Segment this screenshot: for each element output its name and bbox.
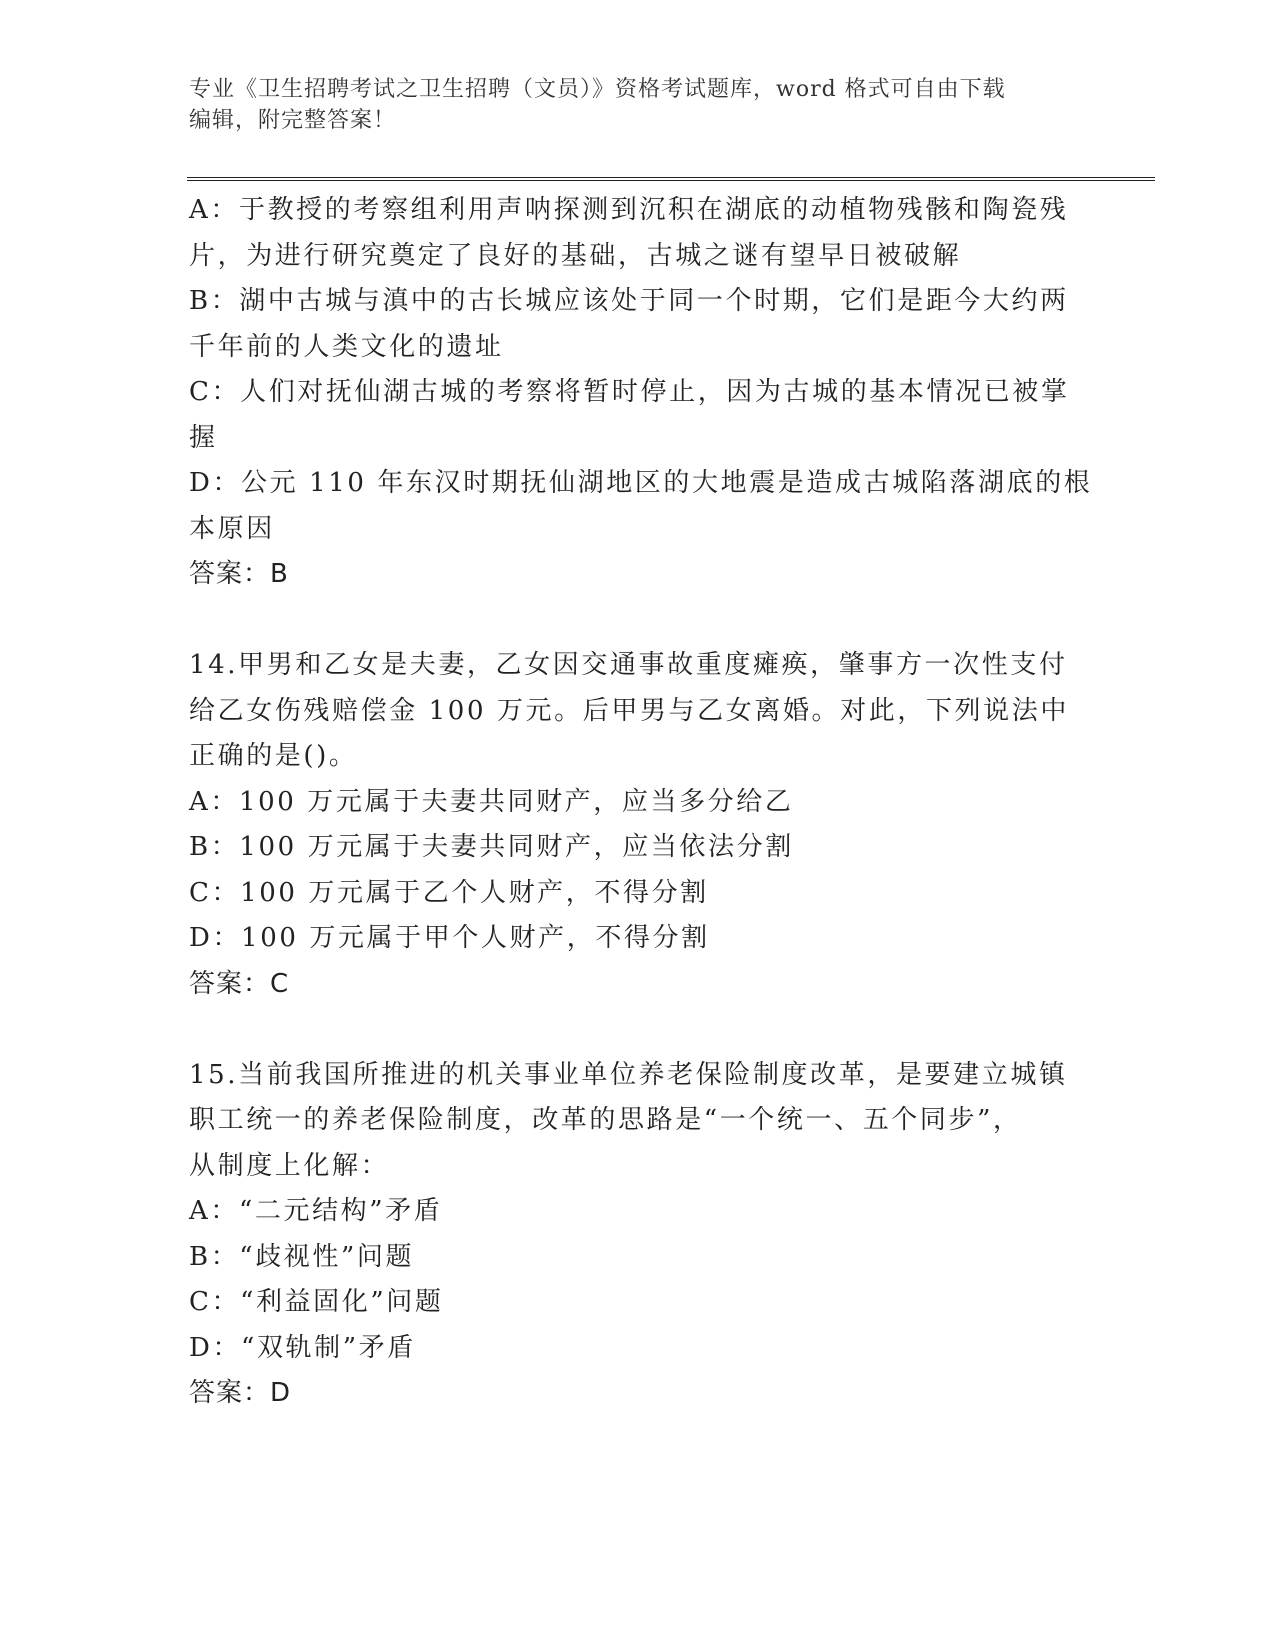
question-13 [189,188,1093,598]
q14-stem-line-2: 给乙女伤残赔偿金 100 万元。后甲男与乙女离婚。对此，下列说法中 [189,695,1069,726]
q13-option-a-line-1: A：于教授的考察组利用声呐探测到沉积在湖底的动植物残骸和陶瓷残 [189,195,1069,225]
q14-option-a: A：100 万元属于夫妻共同财产，应当多分给乙 [189,786,794,817]
page-header [189,74,1089,136]
q14-option-b: B：100 万元属于夫妻共同财产，应当依法分割 [189,832,794,862]
question-15 [189,1053,1089,1417]
q13-option-b-line-2: 千年前的人类文化的遗址 [189,331,504,362]
q13-option-b-line-1: B：湖中古城与滇中的古长城应该处于同一个时期，它们是距今大约两 [189,286,1069,316]
q15-option-b: B：“歧视性”问题 [189,1241,415,1272]
header-line-2: 编辑，附完整答案！ [189,108,397,133]
spacer [189,598,1089,644]
q15-stem-line-2: 职工统一的养老保险制度，改革的思路是“一个统一、五个同步”， [189,1105,1022,1135]
q14-option-d: D：100 万元属于甲个人财产，不得分割 [189,923,710,953]
q13-option-a-line-2: 片，为进行研究奠定了良好的基础，古城之谜有望早日被破解 [189,240,962,271]
q14-option-c: C：100 万元属于乙个人财产，不得分割 [189,877,709,908]
q13-option-c-line-1: C：人们对抚仙湖古城的考察将暂时停止，因为古城的基本情况已被掌 [189,377,1070,407]
spacer [189,1007,1089,1053]
q14-stem-line-3: 正确的是()。 [189,741,358,771]
question-content [189,188,1093,1417]
q13-answer: 答案：B [189,559,289,589]
q15-stem-line-3: 从制度上化解： [189,1150,390,1181]
question-14 [189,643,1089,1007]
q15-stem-line-1: 15.当前我国所推进的机关事业单位养老保险制度改革，是要建立城镇 [189,1059,1068,1090]
q13-option-c-line-2: 握 [189,422,218,453]
q15-option-d: D：“双轨制”矛盾 [189,1332,416,1363]
header-line-1: 专业《卫生招聘考试之卫生招聘（文员）》资格考试题库，word 格式可自由下载 [189,77,1006,102]
q15-option-c: C：“利益固化”问题 [189,1287,444,1317]
q13-option-d-line-2: 本原因 [189,513,275,544]
q15-answer: 答案：D [189,1378,292,1408]
q13-option-d-line-1: D：公元 110 年东汉时期抚仙湖地区的大地震是造成古城陷落湖底的根 [189,468,1093,498]
header-divider [187,177,1155,181]
q14-answer: 答案：C [189,968,290,999]
q15-option-a: A：“二元结构”矛盾 [189,1196,443,1226]
q14-stem-line-1: 14.甲男和乙女是夫妻，乙女因交通事故重度瘫痪，肇事方一次性支付 [189,650,1068,680]
